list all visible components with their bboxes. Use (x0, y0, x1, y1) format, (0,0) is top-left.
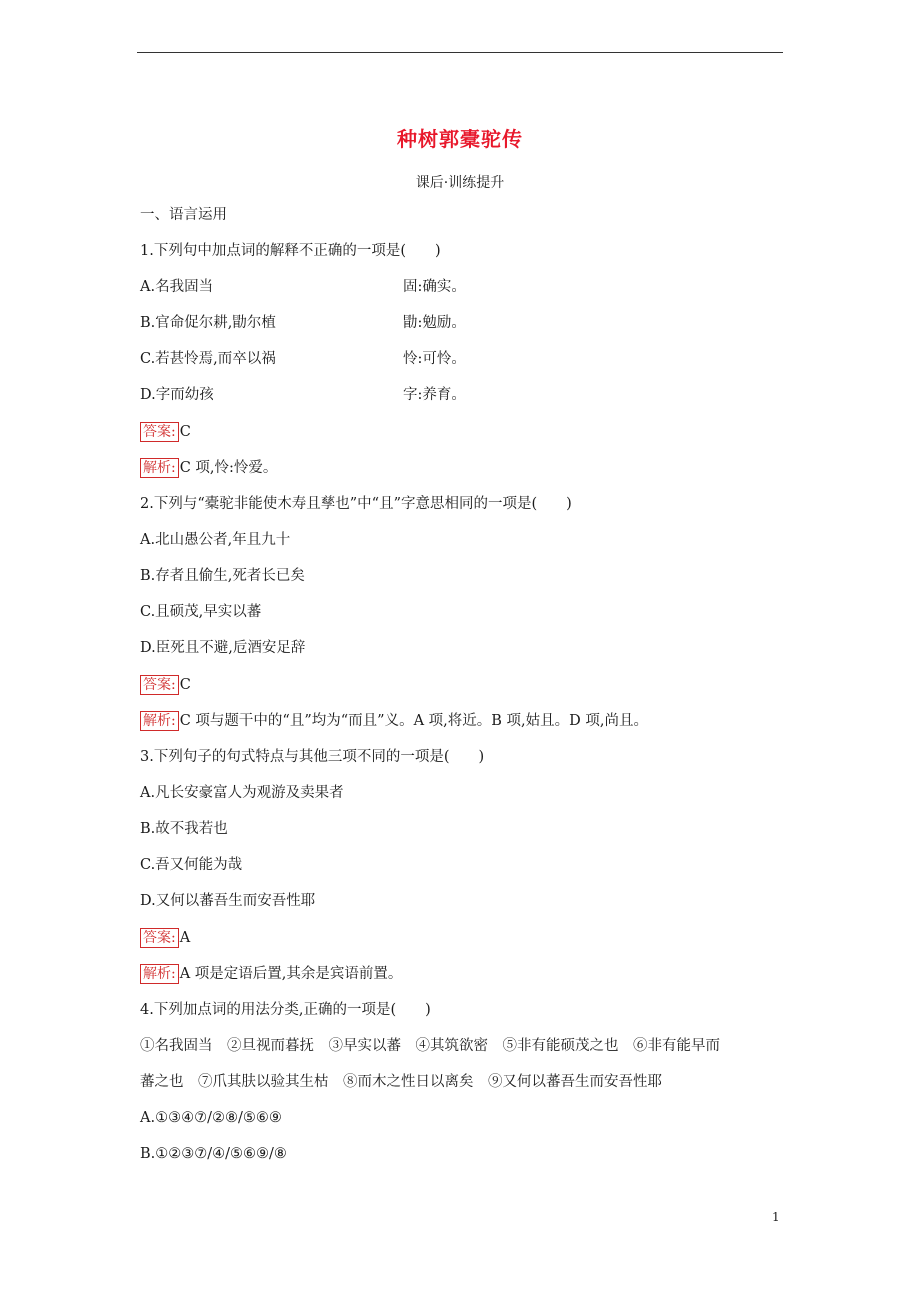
answer-tag: 答案: (140, 928, 179, 948)
header-rule (137, 52, 783, 53)
q1-option-a: A.名我固当 (140, 279, 214, 295)
document-title: 种树郭橐驼传 (397, 127, 523, 151)
q1-stem: 1.下列句中加点词的解释不正确的一项是( ) (140, 243, 441, 259)
q1-answer (140, 422, 191, 442)
q4-items-line1: ①名我固当 ②旦视而暮抚 ③早实以蕃 ④其筑欲密 ⑤非有能硕茂之也 ⑥非有能早而 (140, 1038, 720, 1054)
q4-option-a: A.①③④⑦/②⑧/⑤⑥⑨ (140, 1110, 282, 1126)
answer-tag: 答案: (140, 675, 179, 695)
q3-option-c: C.吾又何能为哉 (140, 857, 243, 873)
q3-analysis-text: A 项是定语后置,其余是宾语前置。 (179, 966, 403, 982)
q1-gloss-c: 怜:可怜。 (403, 351, 466, 367)
section-heading: 一、语言运用 (140, 207, 227, 223)
q1-gloss-a: 固:确实。 (403, 279, 466, 295)
analysis-tag: 解析: (140, 964, 179, 984)
q2-option-c: C.且硕茂,早实以蕃 (140, 604, 262, 620)
q3-option-b: B.故不我若也 (140, 821, 228, 837)
q1-gloss-d: 字:养育。 (403, 387, 466, 403)
q4-stem: 4.下列加点词的用法分类,正确的一项是( ) (140, 1002, 431, 1018)
q3-option-d: D.又何以蕃吾生而安吾性耶 (140, 893, 316, 909)
q2-option-b: B.存者且偷生,死者长已矣 (140, 568, 305, 584)
q4-option-b: B.①②③⑦/④/⑤⑥⑨/⑧ (140, 1146, 287, 1162)
analysis-tag: 解析: (140, 458, 179, 478)
q2-answer (140, 675, 191, 695)
q2-option-d: D.臣死且不避,卮酒安足辞 (140, 640, 306, 656)
q3-answer (140, 928, 190, 948)
q4-items-line2: 蕃之也 ⑦爪其肤以验其生枯 ⑧而木之性日以离矣 ⑨又何以蕃吾生而安吾性耶 (140, 1074, 662, 1090)
q2-option-a: A.北山愚公者,年且九十 (140, 532, 291, 548)
q2-stem: 2.下列与“橐驼非能使木寿且孳也”中“且”字意思相同的一项是( ) (140, 496, 572, 512)
answer-tag: 答案: (140, 422, 179, 442)
q1-option-c: C.若甚怜焉,而卒以祸 (140, 351, 276, 367)
q1-gloss-b: 勖:勉励。 (403, 315, 466, 331)
document-subtitle: 课后·训练提升 (415, 175, 505, 191)
q3-answer-value: A (179, 930, 191, 946)
q2-analysis (140, 711, 648, 731)
analysis-tag: 解析: (140, 711, 179, 731)
page-number: 1 (772, 1210, 780, 1224)
q1-analysis-text: C 项,怜:怜爱。 (179, 460, 278, 476)
q2-answer-value: C (179, 677, 191, 693)
q3-option-a: A.凡长安豪富人为观游及卖果者 (140, 785, 344, 801)
q3-analysis (140, 964, 402, 984)
q1-option-b: B.官命促尔耕,勖尔植 (140, 315, 276, 331)
q3-stem: 3.下列句子的句式特点与其他三项不同的一项是( ) (140, 749, 485, 765)
q1-option-d: D.字而幼孩 (140, 387, 214, 403)
q1-answer-value: C (179, 424, 191, 440)
q2-analysis-text: C 项与题干中的“且”均为“而且”义。A 项,将近。B 项,姑且。D 项,尚且。 (179, 713, 648, 729)
q1-analysis (140, 458, 277, 478)
